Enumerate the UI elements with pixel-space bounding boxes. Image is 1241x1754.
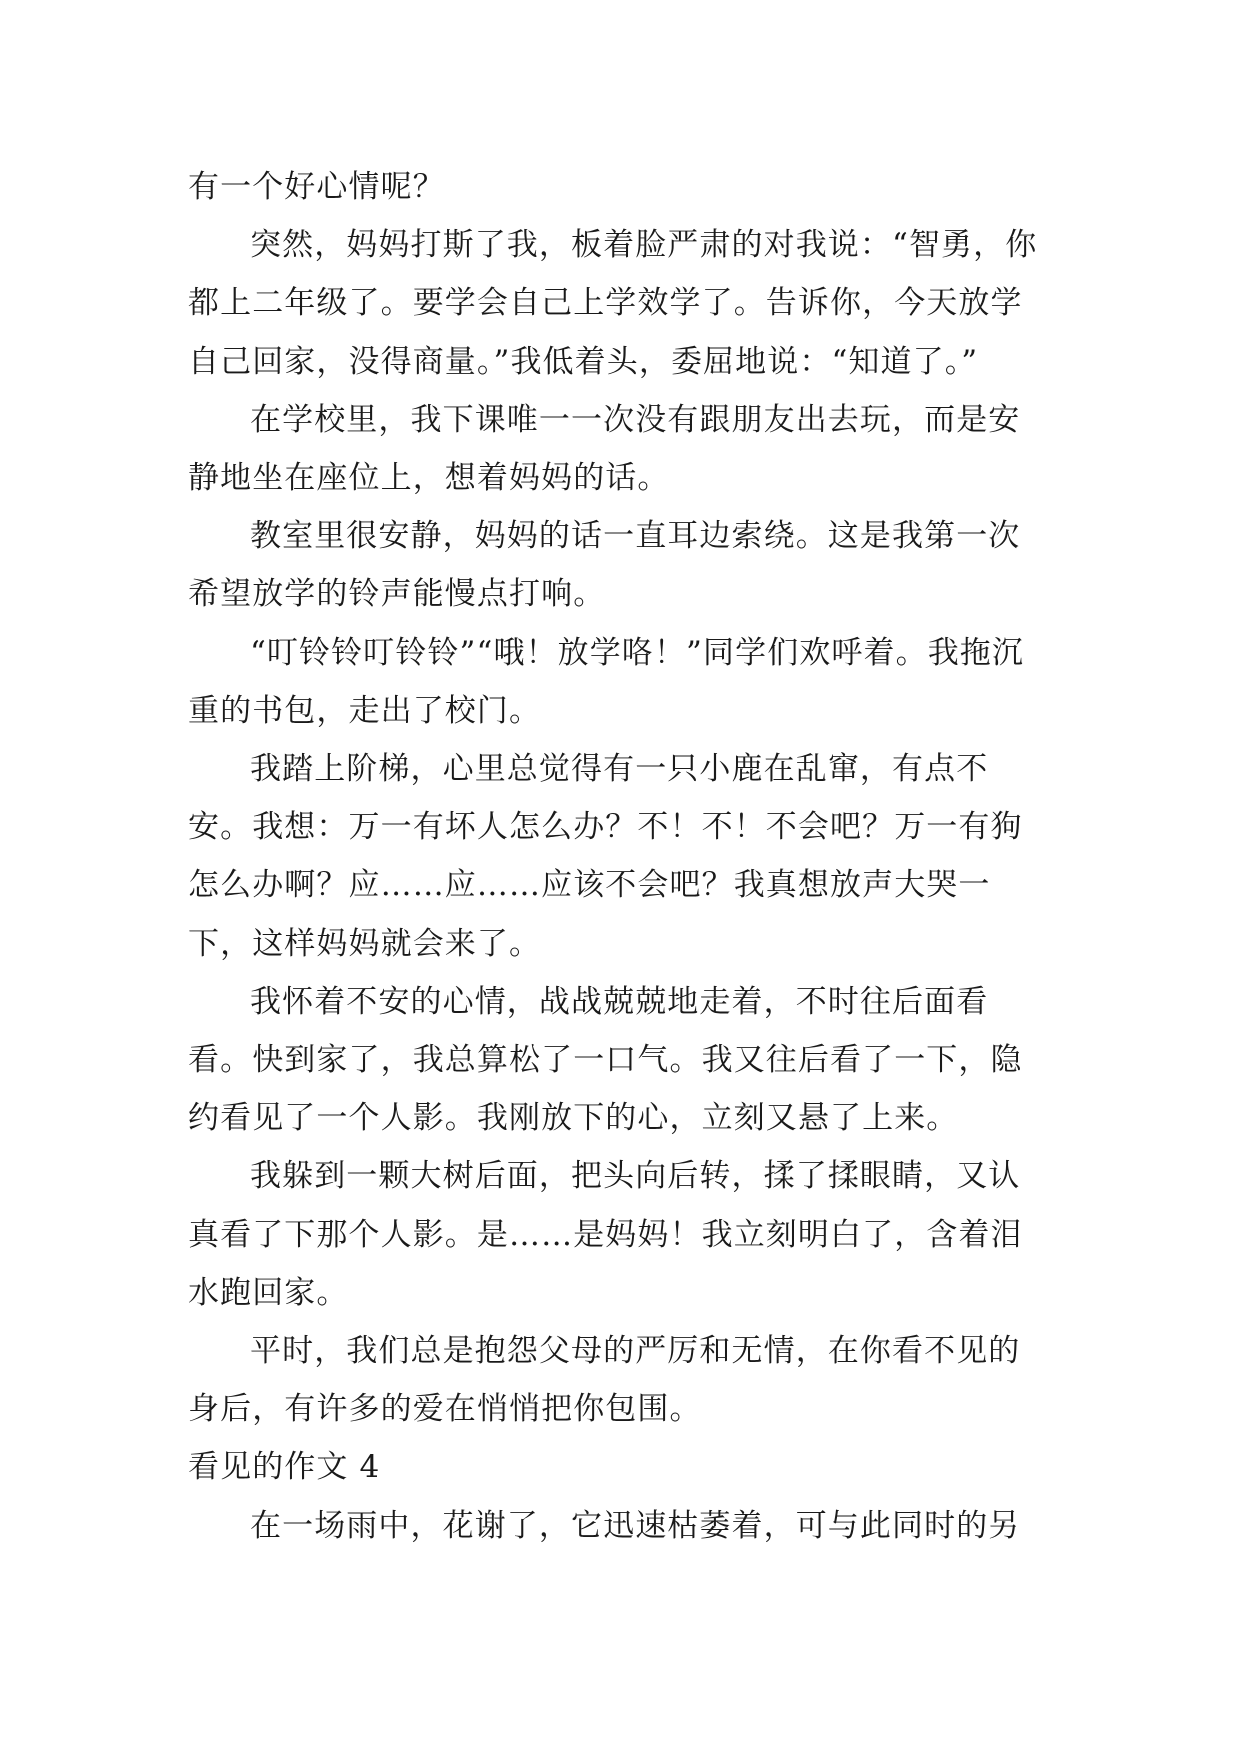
paragraph-continuation: 有一个好心情呢？ [188, 169, 445, 205]
paragraph: 教室里很安静，妈妈的话一直耳边索绕。这是我第一次希望放学的铃声能慢点打响。 [188, 518, 1021, 613]
paragraph: 平时，我们总是抱怨父母的严厉和无情，在你看不见的身后，有许多的爱在悄悄把你包围。 [188, 1333, 1021, 1428]
paragraph: 突然，妈妈打斯了我，板着脸严肃的对我说：“智勇，你都上二年级了。要学会自己上学效学了。告诉你，今天放学自己回家，没得商量。”我低着头，委屈地说：“知道了。” [188, 227, 1038, 380]
paragraph: 在学校里，我下课唯一一次没有跟朋友出去玩，而是安静地坐在座位上，想着妈妈的话。 [188, 401, 1021, 497]
section-heading: 看见的作文 4 [188, 1449, 381, 1486]
paragraph: 我躲到一颗大树后面，把头向后转，揉了揉眼睛，又认真看了下那个人影。是……是妈妈！我立刻明白了，含着泪水跑回家。 [188, 1158, 1023, 1311]
paragraph: 我踏上阶梯，心里总觉得有一只小鹿在乱窜，有点不安。我想：万一有坏人怎么办？不！不！不会吧？万一有狗怎么办啊？应……应……应该不会吧？我真想放声大哭一下，这样妈妈就会来了。 [188, 751, 1023, 962]
essay-body [188, 158, 1048, 1555]
paragraph: “叮铃铃叮铃铃”“哦！放学咯！”同学们欢呼着。我拖沉重的书包，走出了校门。 [188, 634, 1024, 729]
paragraph: 在一场雨中，花谢了，它迅速枯萎着，可与此同时的另 [250, 1507, 1021, 1544]
paragraph: 我怀着不安的心情，战战兢兢地走着，不时往后面看看。快到家了，我总算松了一口气。我又往后看了一下，隐约看见了一个人影。我刚放下的心，立刻又悬了上来。 [188, 983, 1023, 1137]
